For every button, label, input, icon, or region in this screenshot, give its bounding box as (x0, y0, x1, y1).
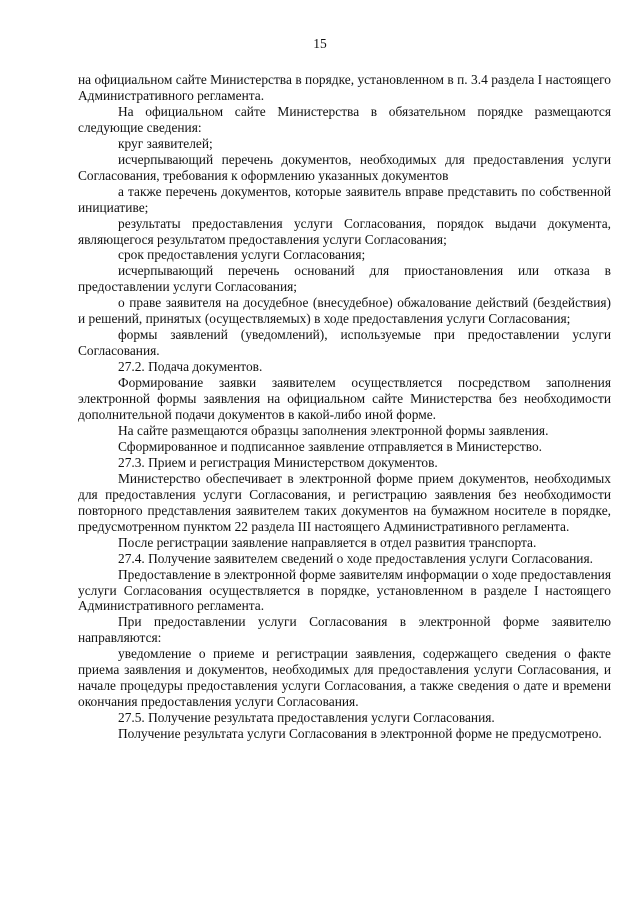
document-body (78, 72, 611, 742)
section-heading: 27.4. Получение заявителем сведений о ходе предоставления услуги Согласования. (118, 550, 593, 566)
list-item: а также перечень документов, которые заявитель вправе представить по собственной инициативе; (78, 183, 611, 215)
paragraph: Получение результата услуги Согласования в электронной форме не предусмотрено. (118, 726, 602, 742)
paragraph: На сайте размещаются образцы заполнения электронной формы заявления. (118, 422, 549, 438)
paragraph: На официальном сайте Министерства в обязательном порядке размещаются следующие сведения: (78, 103, 611, 135)
paragraph: на официальном сайте Министерства в порядке, установленном в п. 3.4 раздела I настоящего Административного регламента. (78, 72, 611, 103)
paragraph: Формирование заявки заявителем осуществляется посредством заполнения электронной формы заявления на официальном сайте Министерства без необходимости дополнительной подачи документов в какой-либо иной форме. (78, 375, 611, 423)
list-item: результаты предоставления услуги Согласования, порядок выдачи документа, являющегося результатом предоставления услуги Согласования; (78, 215, 611, 247)
section-heading: 27.2. Подача документов. (118, 359, 263, 375)
paragraph: При предоставлении услуги Согласования в электронной форме заявителю направляются: (78, 614, 611, 646)
section-heading: 27.5. Получение результата предоставления услуги Согласования. (118, 710, 495, 726)
list-item: формы заявлений (уведомлений), используемые при предоставлении услуги Согласования. (78, 327, 611, 359)
section-heading: 27.3. Прием и регистрация Министерством документов. (118, 454, 438, 470)
list-item: срок предоставления услуги Согласования; (118, 247, 366, 263)
paragraph: После регистрации заявление направляется в отдел развития транспорта. (118, 534, 537, 550)
list-item: уведомление о приеме и регистрации заявления, содержащего сведения о факте приема заявления и документов, необходимых для предоставления услуги Согласования, и начале процедуры предоставления услуги Согласования, а также сведения о дате и времени окончания предоставления услуги Согласования. (78, 646, 611, 710)
page-number: 15 (313, 36, 327, 51)
list-item: исчерпывающий перечень документов, необходимых для предоставления услуги Согласования, требования к оформлению указанных документов (78, 151, 611, 183)
paragraph: Предоставление в электронной форме заявителям информации о ходе предоставления услуги Согласования осуществляется в порядке, установленном в разделе I настоящего Административного регламента. (78, 566, 611, 614)
list-item: о праве заявителя на досудебное (внесудебное) обжалование действий (бездействия) и решений, принятых (осуществляемых) в ходе предоставления услуги Согласования; (78, 295, 611, 327)
list-item: круг заявителей; (118, 135, 213, 151)
paragraph: Сформированное и подписанное заявление отправляется в Министерство. (118, 438, 543, 454)
paragraph: Министерство обеспечивает в электронной форме прием документов, необходимых для предоставления услуги Согласования, и регистрацию заявления без необходимости повторного представления заявителем таких документов на бумажном носителе в порядке, предусмотренном пунктом 22 раздела III настоящего Административного регламента. (78, 470, 611, 534)
list-item: исчерпывающий перечень оснований для приостановления или отказа в предоставлении услуги Согласования; (78, 263, 611, 295)
